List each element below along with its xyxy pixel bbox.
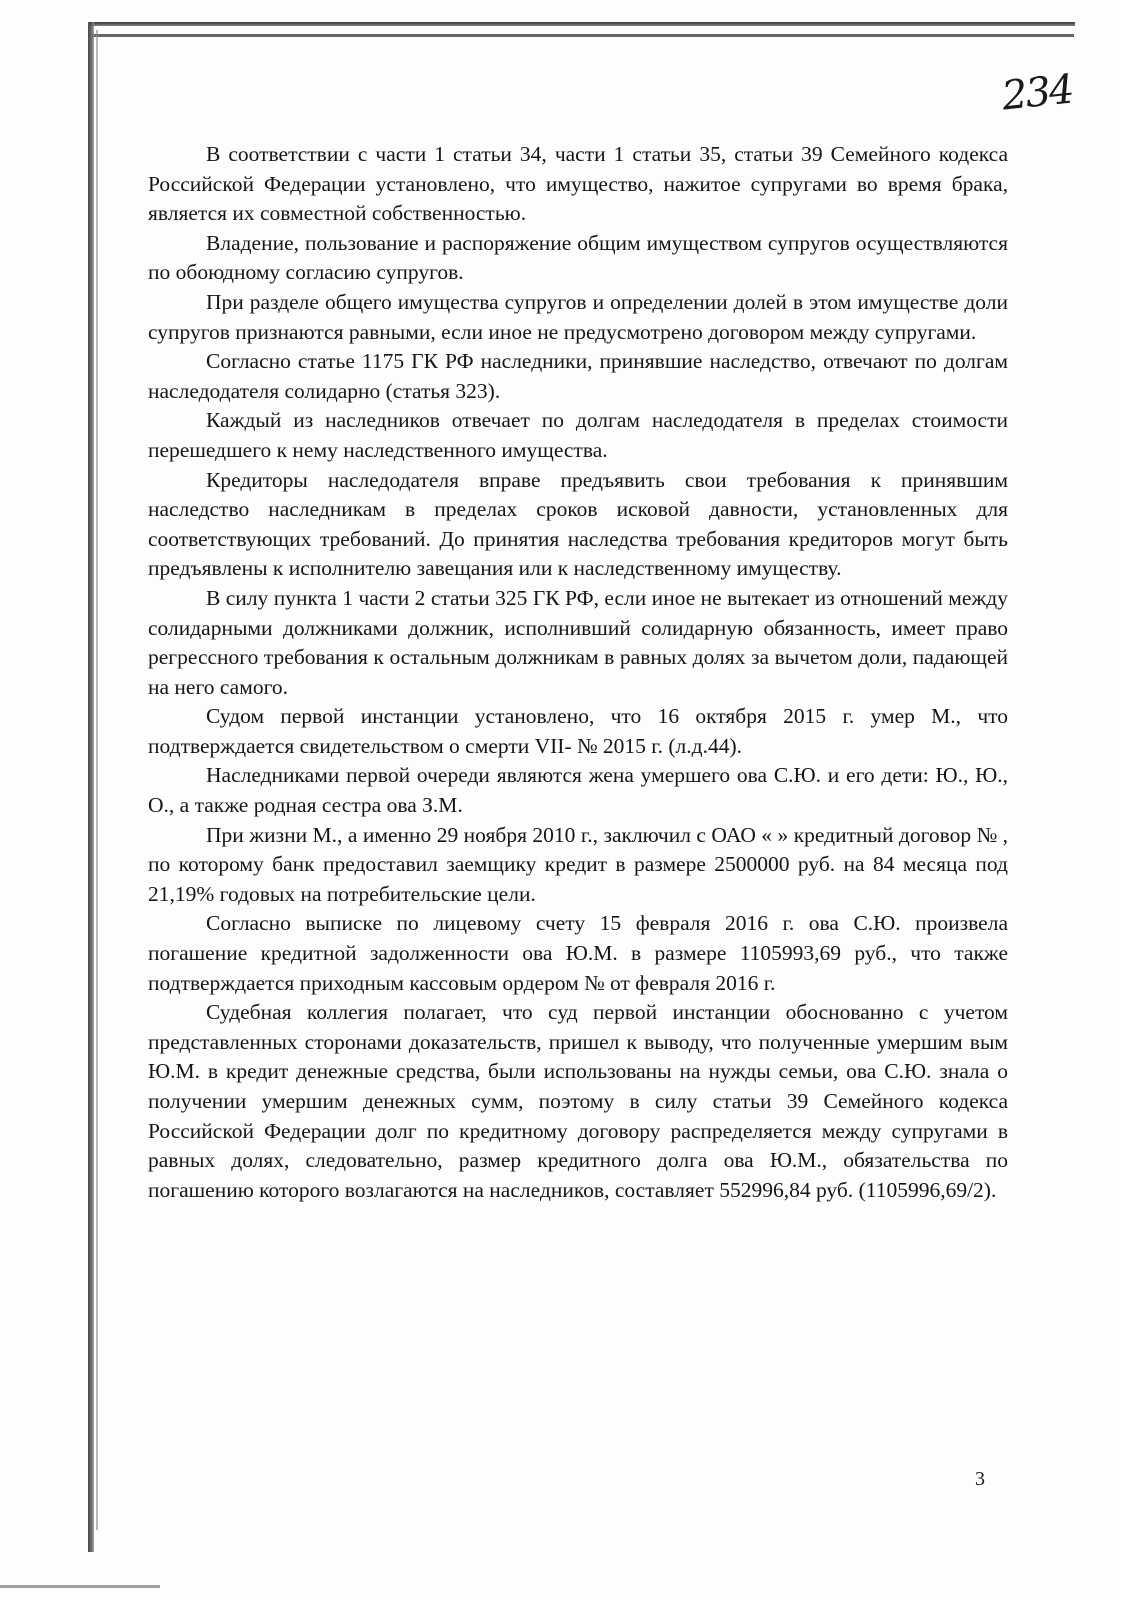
scan-edge-bottom <box>0 1585 160 1588</box>
paragraph: В силу пункта 1 части 2 статьи 325 ГК РФ, если иное не вытекает из отношений между солидарными должниками должник, исполнивший солидарную обязанность, имеет право регрессного требования к остальным должникам в равных долях за вычетом доли, падающей на него самого. <box>148 585 1008 699</box>
handwritten-sheet-number: 234 <box>999 66 1075 120</box>
paragraph: При жизни М., а именно 29 ноября 2010 г., заключил с ОАО « » кредитный договор № , по которому банк предоставил заемщику кредит в размере 2500000 руб. на 84 месяца под 21,19% годовых на потребительские цели. <box>148 822 1008 906</box>
page-number: 3 <box>975 1468 985 1490</box>
paragraph: В соответствии с части 1 статьи 34, части 1 статьи 35, статьи 39 Семейного кодекса Российской Федерации установлено, что имущество, нажитое супругами во время брака, является их совместной собственностью. <box>148 142 1008 226</box>
paragraph: Каждый из наследников отвечает по долгам наследодателя в пределах стоимости перешедшего к нему наследственного имущества. <box>148 408 1008 462</box>
scan-edge-left-inner <box>96 30 98 1530</box>
paragraph: Кредиторы наследодателя вправе предъявить свои требования к принявшим наследство наследникам в пределах сроков исковой давности, установленных для соответствующих требований. До принятия наследства требования кредиторов могут быть предъявлены к исполнителю завещания или к наследственному имуществу. <box>148 467 1008 581</box>
paragraph: При разделе общего имущества супругов и определении долей в этом имуществе доли супругов признаются равными, если иное не предусмотрено договором между супругами. <box>148 289 1008 344</box>
paragraph: Судебная коллегия полагает, что суд первой инстанции обоснованно с учетом представленных сторонами доказательств, пришел к выводу, что полученные умершим вым Ю.М. в кредит денежные средства, были использованы на нужды семьи, ова С.Ю. знала о получении умершим денежных сумм, поэтому в силу статьи 39 Семейного кодекса Российской Федерации долг по кредитному договору распределяется между супругами в равных долях, следовательно, размер кредитного долга ова Ю.М., обязательства по погашению которого возлагаются на наследников, составляет 552996,84 руб. (1105996,69/2). <box>148 1000 1008 1202</box>
scan-edge-top-inner <box>92 34 1074 37</box>
paragraph: Согласно выписке по лицевому счету 15 февраля 2016 г. ова С.Ю. произвела погашение кредитной задолженности ова Ю.М. в размере 1105993,69 руб., что также подтверждается приходным кассовым ордером № от февраля 2016 г. <box>148 911 1008 995</box>
scan-edge-left <box>88 22 94 1552</box>
scan-edge-top <box>90 22 1075 26</box>
paragraph: Наследниками первой очереди являются жена умершего ова С.Ю. и его дети: Ю., Ю., О., а также родная сестра ова З.М. <box>148 763 1008 818</box>
paragraph: Судом первой инстанции установлено, что 16 октября 2015 г. умер М., что подтверждается свидетельством о смерти VII- № 2015 г. (л.д.44). <box>148 704 1008 758</box>
paragraph: Согласно статье 1175 ГК РФ наследники, принявшие наследство, отвечают по долгам наследодателя солидарно (статья 323). <box>148 349 1008 403</box>
paragraph: Владение, пользование и распоряжение общим имуществом супругов осуществляются по обоюдному согласию супругов. <box>148 230 1008 285</box>
document-body <box>148 140 1008 1205</box>
